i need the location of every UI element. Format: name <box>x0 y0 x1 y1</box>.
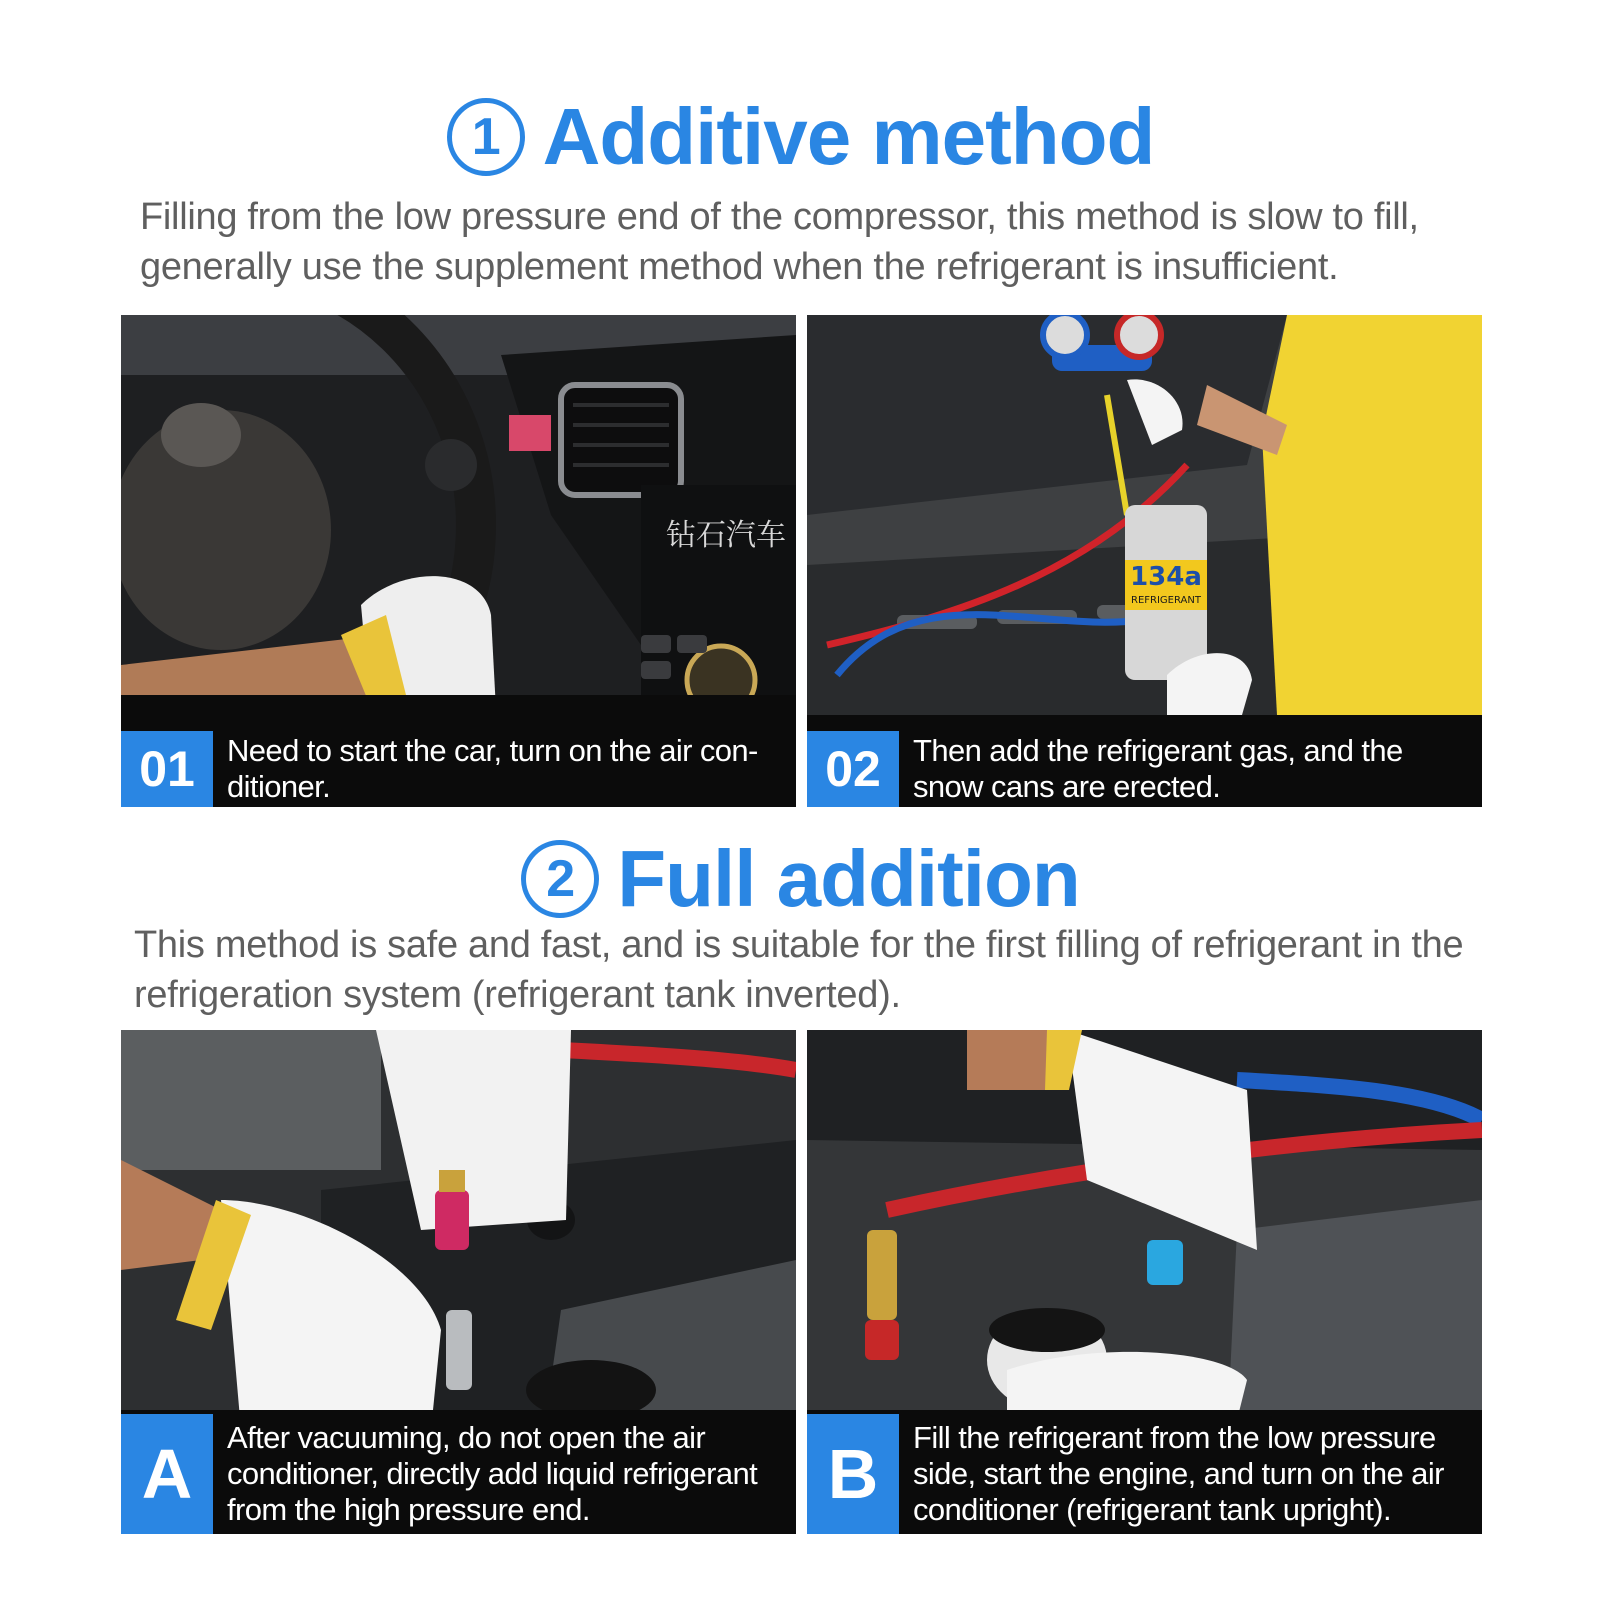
step-b-badge: B <box>807 1414 899 1534</box>
step-01-caption <box>121 731 796 807</box>
section-1-number-circle: 1 <box>447 98 525 176</box>
step-01-caption-text: Need to start the car, turn on the air con-ditioner. <box>227 732 758 804</box>
step-b-panel <box>807 1030 1482 1534</box>
section-2-heading <box>0 836 1601 922</box>
step-01-panel <box>121 315 796 807</box>
step-b-caption <box>807 1414 1482 1534</box>
step-a-badge: A <box>121 1414 213 1534</box>
step-a-caption <box>121 1414 796 1534</box>
can-sublabel-text: REFRIGERANT <box>1131 595 1201 606</box>
section-2-number-circle: 2 <box>521 840 599 918</box>
section-1-description: Filling from the low pressure end of the compressor, this method is slow to fill, generally use the supplement method when the refrigerant is insufficient. <box>140 196 1419 288</box>
step-b-caption-text: Fill the refrigerant from the low pressure side, start the engine, and turn on the air conditioner (refrigerant tank upright). <box>913 1419 1444 1527</box>
section-2-title: Full addition <box>617 834 1080 923</box>
step-02-caption <box>807 731 1482 807</box>
step-02-caption-text: Then add the refrigerant gas, and the snow cans are erected. <box>913 732 1403 804</box>
step-a-caption-text: After vacuuming, do not open the air conditioner, directly add liquid refrigerant from the high pressure end. <box>227 1419 758 1527</box>
step-02-panel <box>807 315 1482 807</box>
step-01-badge: 01 <box>121 731 213 807</box>
section-2-description: This method is safe and fast, and is suitable for the first filling of refrigerant in the refrigeration system (refrigerant tank inverted). <box>134 924 1464 1016</box>
step-02-badge: 02 <box>807 731 899 807</box>
section-1-heading <box>0 92 1601 182</box>
section-1-title: Additive method <box>542 92 1155 181</box>
step-a-panel <box>121 1030 796 1534</box>
can-label-text: 134a <box>1130 562 1202 592</box>
dealer-sign-text: 钻石汽车 <box>666 518 786 553</box>
